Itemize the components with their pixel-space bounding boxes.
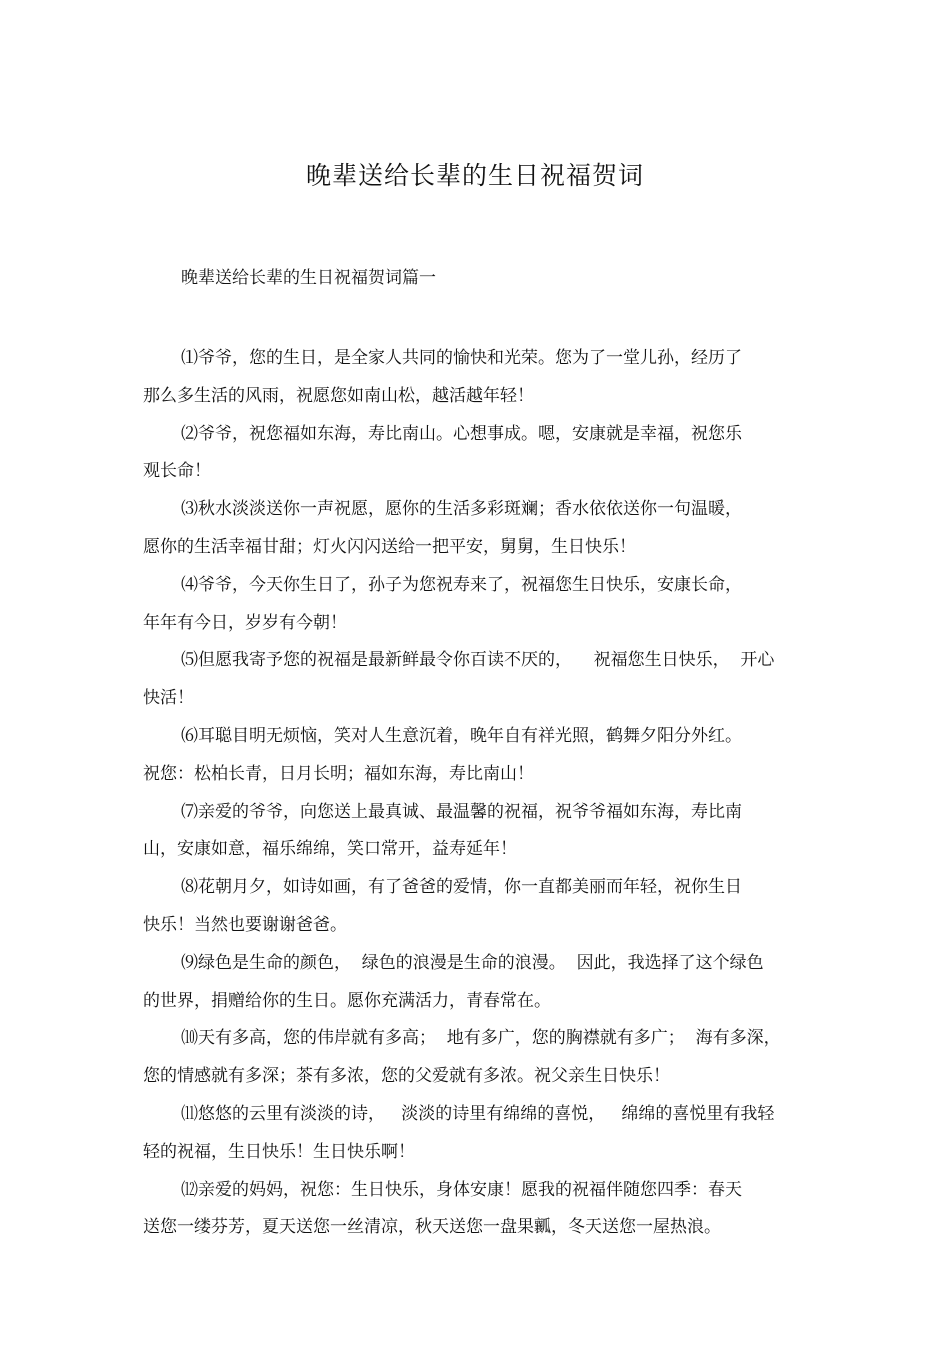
- section-heading: 晚辈送给长辈的生日祝福贺词篇一: [181, 268, 436, 288]
- blessing-entry-9: [143, 945, 811, 1021]
- entry-line: 祝您：松柏长青，日月长明；福如东海，寿比南山！: [143, 763, 534, 784]
- blessing-entry-6: [143, 718, 811, 794]
- blessing-entry-7: [143, 794, 811, 870]
- blessing-entry-3: [143, 491, 811, 567]
- blessing-entry-1: [143, 340, 811, 416]
- entry-line: ⑷爷爷，今天你生日了，孙子为您祝寿来了，祝福您生日快乐，安康长命，: [181, 574, 742, 595]
- entry-line: 年年有今日，岁岁有今朝！: [143, 612, 347, 633]
- entry-line: ⑶秋水淡淡送你一声祝愿，愿你的生活多彩斑斓；香水依依送你一句温暖，: [181, 499, 742, 520]
- entry-line: ⑽天有多高，您的伟岸就有多高； 地有多广，您的胸襟就有多广； 海有多深，: [181, 1028, 781, 1049]
- entry-line: 的世界，捐赠给你的生日。愿你充满活力，青春常在。: [143, 990, 551, 1011]
- entry-line: ⑸但愿我寄予您的祝福是最新鲜最令你百读不厌的， 祝福您生日快乐， 开心: [181, 650, 775, 671]
- entry-line: ⑿亲爱的妈妈，祝您：生日快乐，身体安康！愿我的祝福伴随您四季：春天: [181, 1179, 742, 1200]
- entry-line: 快乐！当然也要谢谢爸爸。: [143, 914, 347, 935]
- blessing-entry-5: [143, 642, 811, 718]
- entry-line: 送您一缕芬芳，夏天送您一丝清凉，秋天送您一盘果瓤，冬天送您一屋热浪。: [143, 1217, 721, 1238]
- entry-line: 山，安康如意，福乐绵绵，笑口常开，益寿延年！: [143, 839, 517, 860]
- entry-line: 愿你的生活幸福甘甜；灯火闪闪送给一把平安，舅舅，生日快乐！: [143, 536, 636, 557]
- entry-line: ⑹耳聪目明无烦恼，笑对人生意沉着，晚年自有祥光照，鹤舞夕阳分外红。: [181, 725, 742, 746]
- entry-line: ⑾悠悠的云里有淡淡的诗， 淡淡的诗里有绵绵的喜悦， 绵绵的喜悦里有我轻: [181, 1103, 775, 1124]
- entry-line: 您的情感就有多深；茶有多浓，您的父爱就有多浓。祝父亲生日快乐！: [143, 1066, 670, 1087]
- blessing-entry-4: [143, 567, 811, 643]
- blessing-list: [143, 340, 811, 1247]
- entry-line: ⑵爷爷，祝您福如东海，寿比南山。心想事成。嗯，安康就是幸福，祝您乐: [181, 423, 742, 444]
- entry-line: ⑺亲爱的爷爷，向您送上最真诚、最温馨的祝福，祝爷爷福如东海，寿比南: [181, 801, 742, 822]
- entry-line: ⑼绿色是生命的颜色， 绿色的浪漫是生命的浪漫。 因此，我选择了这个绿色: [181, 952, 764, 973]
- entry-line: 观长命！: [143, 461, 211, 482]
- entry-line: ⑻花朝月夕，如诗如画，有了爸爸的爱情，你一直都美丽而年轻，祝你生日: [181, 877, 742, 898]
- entry-line: 那么多生活的风雨，祝愿您如南山松，越活越年轻！: [143, 385, 534, 406]
- entry-line: 轻的祝福，生日快乐！生日快乐啊！: [143, 1141, 415, 1162]
- entry-line: ⑴爷爷，您的生日，是全家人共同的愉快和光荣。您为了一堂儿孙，经历了: [181, 348, 742, 368]
- blessing-entry-12: [143, 1172, 811, 1248]
- blessing-entry-10: [143, 1020, 811, 1096]
- blessing-entry-2: [143, 416, 811, 492]
- entry-line: 快活！: [143, 688, 194, 709]
- blessing-entry-11: [143, 1096, 811, 1172]
- document-title: 晚辈送给长辈的生日祝福贺词: [305, 161, 644, 190]
- blessing-entry-8: [143, 869, 811, 945]
